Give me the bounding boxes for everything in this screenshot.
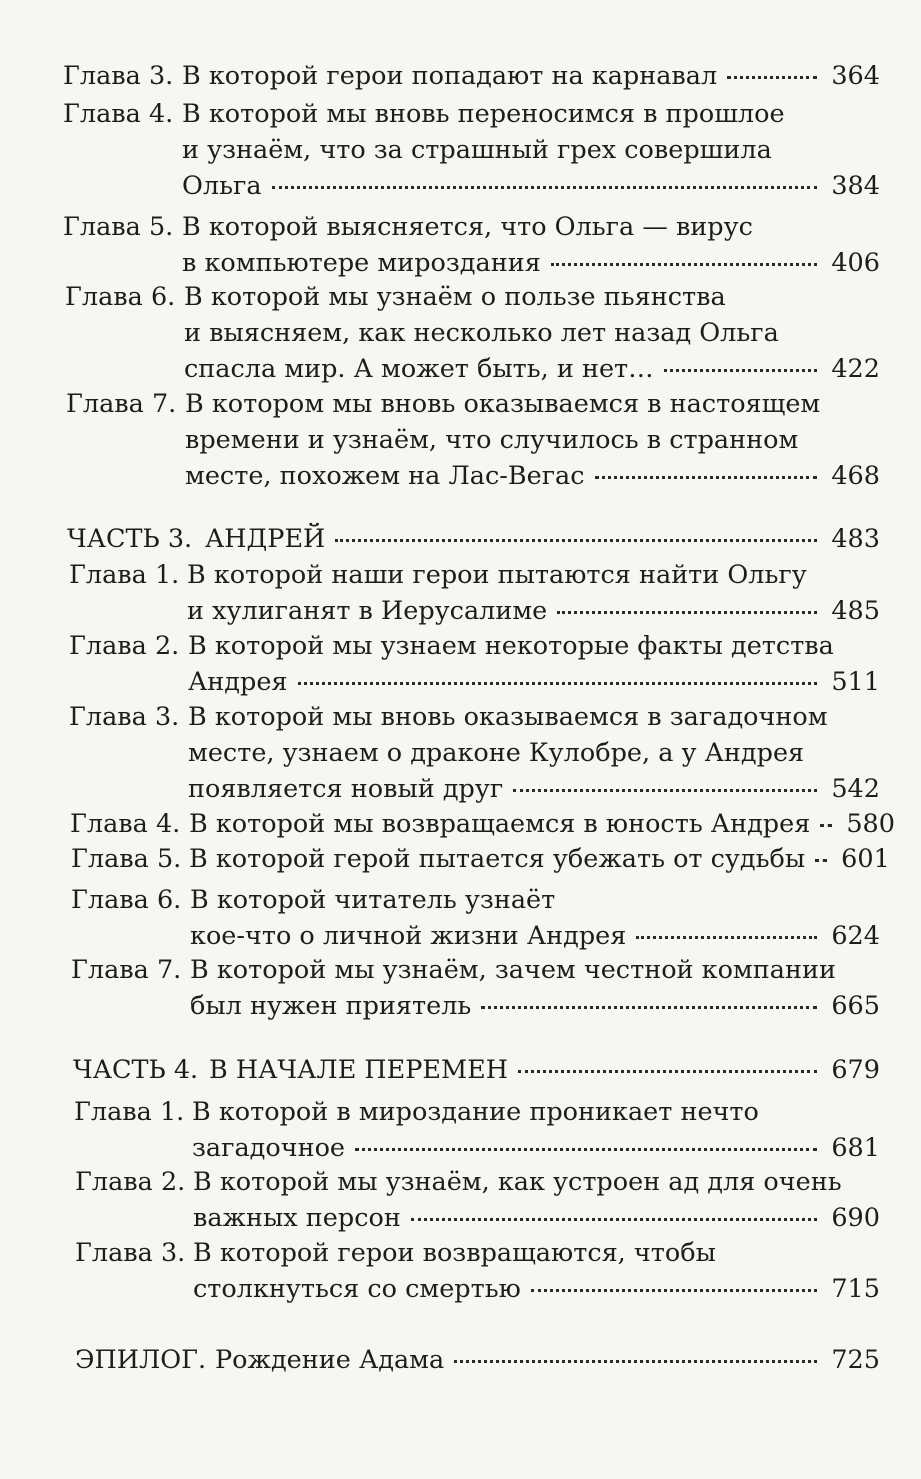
toc-entry-label: Глава 4. — [70, 809, 181, 839]
page-number: 422 — [831, 354, 880, 384]
page-number: 485 — [831, 596, 880, 626]
dot-leader — [664, 369, 818, 372]
toc-entry-final-row — [188, 771, 880, 807]
toc-entry-title-line: времени и узнаём, что случилось в странном — [185, 425, 799, 455]
toc-entry-final-row — [193, 1200, 880, 1236]
toc-entry-final-row — [190, 918, 880, 954]
toc-entry-label: Глава 3. — [69, 702, 180, 732]
page-number: 715 — [831, 1274, 880, 1304]
toc-entry-final-row — [182, 168, 880, 204]
toc-entry-label: Глава 6. — [71, 885, 182, 915]
toc-entry-title-line: В которой выясняется, что Ольга — вирус — [182, 212, 753, 242]
toc-entry-title-line: был нужен приятель — [190, 991, 472, 1021]
toc-entry-final-row — [188, 664, 880, 700]
toc-entry-label: Глава 7. — [66, 389, 177, 419]
page-number: 681 — [831, 1133, 880, 1163]
toc-entry-label: Глава 6. — [65, 282, 176, 312]
toc-entry-label: Глава 2. — [69, 631, 180, 661]
dot-leader — [820, 824, 832, 827]
dot-leader — [411, 1218, 817, 1221]
toc-entry-label: Глава 3. — [63, 61, 174, 91]
page-number: 468 — [831, 461, 880, 491]
page-number: 483 — [831, 524, 880, 554]
toc-entry-final-row — [182, 58, 880, 94]
toc-entry-final-row — [215, 1342, 880, 1378]
toc-entry-title-line: и хулиганят в Иерусалиме — [187, 596, 548, 626]
dot-leader — [531, 1289, 818, 1292]
page-number: 665 — [831, 991, 880, 1021]
toc-entry-title-line: В которой мы узнаем некоторые факты детства — [188, 631, 834, 661]
page-number: 624 — [831, 921, 880, 951]
page-number: 725 — [831, 1345, 880, 1375]
toc-entry-label: ЧАСТЬ 3. — [67, 524, 193, 554]
toc-entry-title-line: кое-что о личной жизни Андрея — [190, 921, 627, 951]
toc-entry-title-line: В котором мы вновь оказываемся в настоящем — [185, 389, 821, 419]
toc-entry-label: Глава 5. — [71, 844, 182, 874]
toc-entry-label: Глава 4. — [63, 99, 174, 129]
dot-leader — [335, 539, 817, 542]
toc-entry-final-row — [189, 841, 890, 877]
toc-entry-title-line: Ольга — [182, 171, 262, 201]
toc-entry-final-row — [187, 593, 880, 629]
toc-entry-title-line: В которой в мироздание проникает нечто — [192, 1097, 759, 1127]
toc-entry-title-line: В которой наши герои пытаются найти Ольгу — [187, 560, 807, 590]
toc-entry-title-line: Рождение Адама — [215, 1345, 445, 1375]
dot-leader — [518, 1070, 817, 1073]
dot-leader — [513, 789, 817, 792]
toc-entry-label: Глава 2. — [75, 1167, 186, 1197]
toc-entry-title-line: В которой мы вновь переносимся в прошлое — [182, 99, 785, 129]
toc-entry-final-row — [192, 1130, 880, 1166]
toc-entry-title-line: В которой герои попадают на карнавал — [182, 61, 718, 91]
toc-entry-title-line: В которой мы узнаём о пользе пьянства — [184, 282, 726, 312]
toc-entry-title-line: В которой мы возвращаемся в юность Андрея — [189, 809, 811, 839]
page-number: 580 — [846, 809, 895, 839]
toc-entry-title-line: В которой читатель узнаёт — [190, 885, 556, 915]
toc-entry-label: Глава 5. — [63, 212, 174, 242]
dot-leader — [551, 263, 818, 266]
toc-entry-final-row — [209, 1052, 880, 1088]
toc-entry-title-line: В которой мы узнаём, зачем честной компании — [190, 955, 836, 985]
page-number: 364 — [831, 61, 880, 91]
toc-entry-title-line: месте, узнаем о драконе Кулобре, а у Андрея — [188, 738, 805, 768]
toc-entry-title-line: В НАЧАЛЕ ПЕРЕМЕН — [209, 1055, 509, 1085]
toc-entry-title-line: появляется новый друг — [188, 774, 504, 804]
dot-leader — [454, 1360, 817, 1363]
toc-entry-title-line: месте, похожем на Лас-Вегас — [185, 461, 585, 491]
toc-entry-label: ЭПИЛОГ. — [75, 1345, 207, 1375]
toc-entry-title-line: В которой мы узнаём, как устроен ад для очень — [193, 1167, 842, 1197]
page-number: 384 — [831, 171, 880, 201]
toc-entry-title-line: столкнуться со смертью — [193, 1274, 521, 1304]
toc-entry-label: Глава 1. — [74, 1097, 185, 1127]
dot-leader — [298, 682, 818, 685]
toc-entry-final-row — [190, 988, 880, 1024]
toc-entry-title-line: В которой герой пытается убежать от судьбы — [189, 844, 806, 874]
toc-entry-title-line: и узнаём, что за страшный грех совершила — [182, 135, 772, 165]
toc-entry-title-line: Андрея — [188, 667, 288, 697]
toc-entry-title-line: в компьютере мироздания — [182, 248, 541, 278]
toc-entry-title-line: и выясняем, как несколько лет назад Ольга — [184, 318, 779, 348]
toc-entry-final-row — [205, 521, 880, 557]
toc-entry-label: Глава 7. — [71, 955, 182, 985]
page-number: 690 — [831, 1203, 880, 1233]
toc-entry-title-line: АНДРЕЙ — [205, 524, 326, 554]
dot-leader — [481, 1006, 817, 1009]
toc-entry-final-row — [184, 351, 880, 387]
toc-entry-title-line: важных персон — [193, 1203, 401, 1233]
page-number: 406 — [831, 248, 880, 278]
dot-leader — [815, 859, 827, 862]
toc-entry-final-row — [189, 806, 895, 842]
toc-entry-label: Глава 1. — [69, 560, 180, 590]
dot-leader — [595, 476, 818, 479]
toc-entry-label: Глава 3. — [75, 1238, 186, 1268]
dot-leader — [355, 1148, 817, 1151]
toc-entry-final-row — [193, 1271, 880, 1307]
toc-entry-title-line: загадочное — [192, 1133, 346, 1163]
dot-leader — [727, 76, 817, 79]
page-number: 542 — [831, 774, 880, 804]
page-number: 601 — [841, 844, 890, 874]
page-number: 679 — [831, 1055, 880, 1085]
page-number: 511 — [831, 667, 880, 697]
toc-entry-final-row — [182, 245, 880, 281]
toc-entry-label: ЧАСТЬ 4. — [73, 1055, 199, 1085]
toc-entry-title-line: В которой мы вновь оказываемся в загадочном — [188, 702, 828, 732]
toc-entry-title-line: спасла мир. А может быть, и нет… — [184, 354, 654, 384]
dot-leader — [557, 611, 817, 614]
toc-entry-final-row — [185, 458, 880, 494]
dot-leader — [272, 186, 818, 189]
toc-entry-title-line: В которой герои возвращаются, чтобы — [193, 1238, 716, 1268]
dot-leader — [636, 936, 817, 939]
